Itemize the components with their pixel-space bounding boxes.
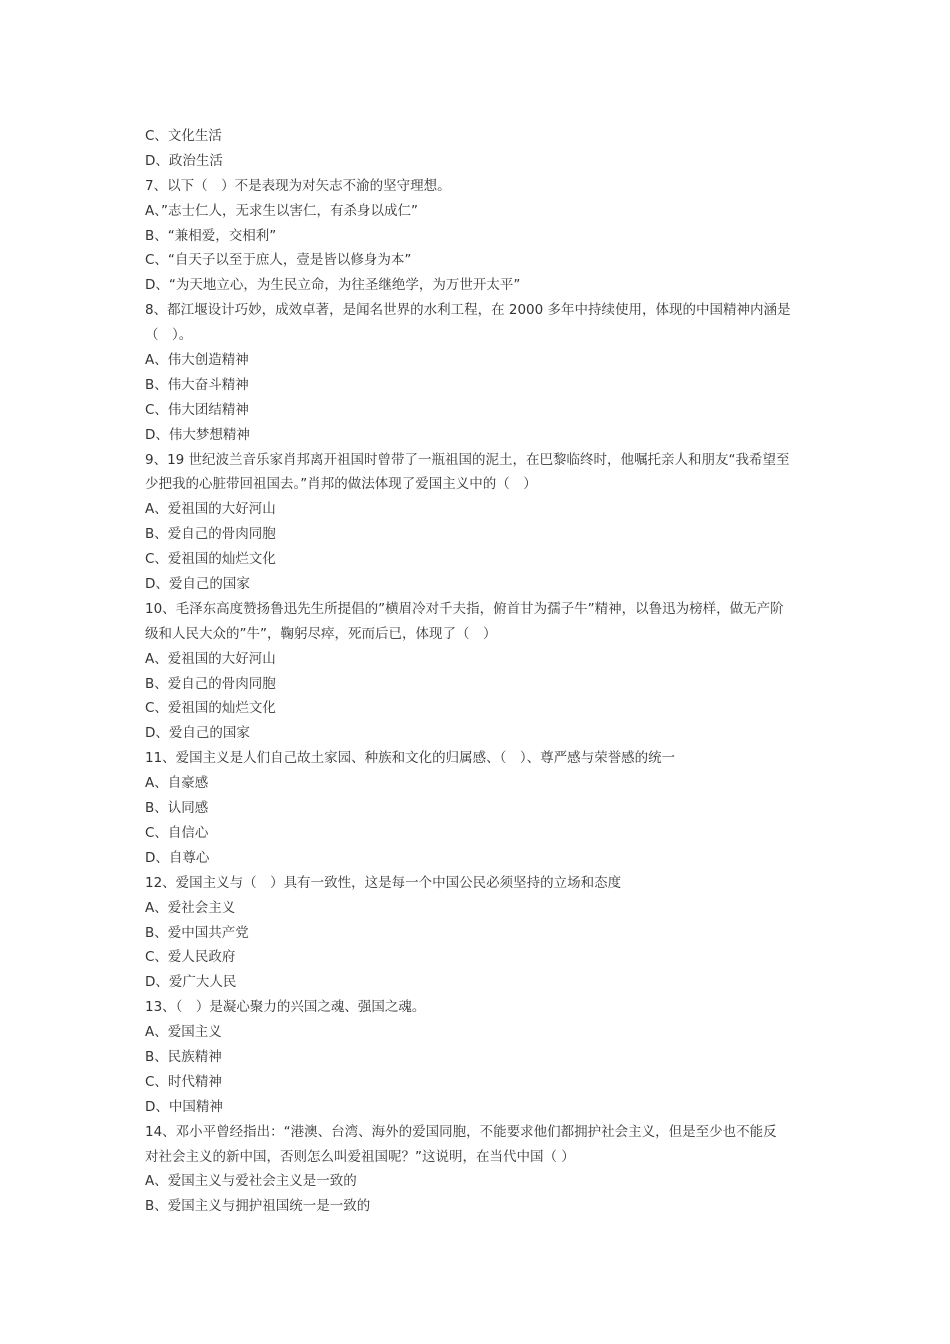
- question-text: 12、爱国主义与（ ）具有一致性，这是每一个中国公民必须坚持的立场和态度: [145, 874, 622, 891]
- option-text: C、伟大团结精神: [145, 401, 249, 418]
- question-text: 7、以下（ ）不是表现为对矢志不渝的坚守理想。: [145, 177, 451, 194]
- option-text: B、认同感: [145, 800, 209, 817]
- option-text: B、爱中国共产党: [145, 924, 249, 941]
- option-text: A、伟大创造精神: [145, 352, 249, 369]
- option-text: A、爱国主义: [145, 1024, 222, 1041]
- option-text: B、爱国主义与拥护祖国统一是一致的: [145, 1198, 371, 1215]
- option-text: C、爱祖国的灿烂文化: [145, 700, 276, 717]
- question-text: 13、（ ）是凝心聚力的兴国之魂、强国之魂。: [145, 999, 426, 1016]
- option-text: D、中国精神: [145, 1098, 223, 1115]
- question-text: 9、19 世纪波兰音乐家肖邦离开祖国时曾带了一瓶祖国的泥土，在巴黎临终时，他嘱托亲人和朋友“我希望至: [145, 451, 790, 468]
- question-text-continued: 级和人民大众的”牛”，鞠躬尽瘁，死而后已，体现了（ ）: [145, 625, 497, 642]
- option-text: A、爱社会主义: [145, 899, 236, 916]
- option-text: D、自尊心: [145, 849, 210, 866]
- question-text-continued: （ ）。: [145, 327, 193, 344]
- question-text-continued: 少把我的心脏带回祖国去。”肖邦的做法体现了爱国主义中的（ ）: [145, 476, 537, 493]
- option-text: D、爱自己的国家: [145, 725, 250, 742]
- question-text-continued: 对社会主义的新中国，否则怎么叫爱祖国呢？”这说明，在当代中国（ ）: [145, 1148, 575, 1165]
- option-text: C、时代精神: [145, 1073, 222, 1090]
- option-text: D、伟大梦想精神: [145, 426, 250, 443]
- option-text: B、“兼相爱，交相利”: [145, 227, 277, 244]
- option-text: B、民族精神: [145, 1048, 222, 1065]
- option-text: C、“自天子以至于庶人，壹是皆以修身为本”: [145, 252, 412, 269]
- option-text: B、爱自己的骨肉同胞: [145, 526, 276, 543]
- option-text: D、爱自己的国家: [145, 576, 250, 593]
- option-text: D、政治生活: [145, 152, 223, 169]
- option-text: A、爱祖国的大好河山: [145, 650, 276, 667]
- option-text: B、爱自己的骨肉同胞: [145, 675, 276, 692]
- option-text: C、爱祖国的灿烂文化: [145, 551, 276, 568]
- option-text: A、自豪感: [145, 775, 209, 792]
- question-text: 11、爱国主义是人们自己故土家园、种族和文化的归属感、（ ）、尊严感与荣誉感的统一: [145, 750, 676, 767]
- option-text: D、“为天地立心，为生民立命，为往圣继绝学，为万世开太平”: [145, 277, 521, 294]
- option-text: B、伟大奋斗精神: [145, 376, 249, 393]
- option-text: A、爱国主义与爱社会主义是一致的: [145, 1173, 357, 1190]
- option-text: A、”志士仁人，无求生以害仁，有杀身以成仁”: [145, 202, 418, 219]
- option-text: C、文化生活: [145, 128, 222, 144]
- question-text: 14、邓小平曾经指出：“港澳、台湾、海外的爱国同胞，不能要求他们都拥护社会主义，但是至少也不能反: [145, 1123, 777, 1140]
- option-text: C、爱人民政府: [145, 949, 236, 966]
- option-text: A、爱祖国的大好河山: [145, 501, 276, 518]
- document-body: [145, 124, 810, 1219]
- option-text: D、爱广大人民: [145, 974, 237, 991]
- question-text: 10、毛泽东高度赞扬鲁迅先生所提倡的”横眉冷对千夫指，俯首甘为孺子牛”精神，以鲁迅为榜样，做无产阶: [145, 600, 784, 617]
- question-text: 8、都江堰设计巧妙，成效卓著，是闻名世界的水利工程，在 2000 多年中持续使用，体现的中国精神内涵是: [145, 302, 791, 319]
- option-text: C、自信心: [145, 824, 209, 841]
